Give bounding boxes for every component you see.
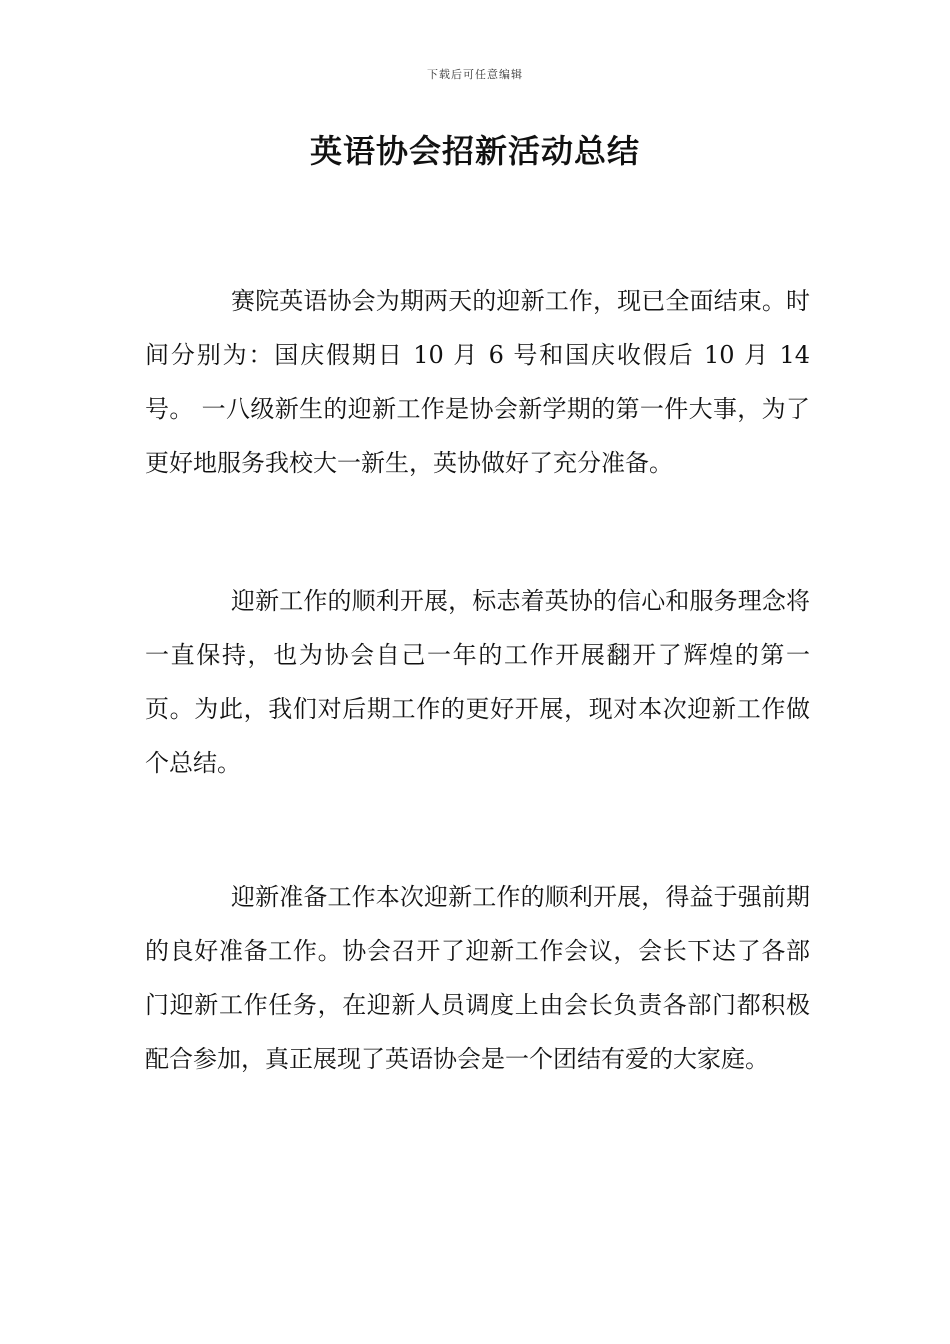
paragraph-3: 迎新准备工作本次迎新工作的顺利开展，得益于强前期的良好准备工作。协会召开了迎新工作会议，会长下达了各部门迎新工作任务，在迎新人员调度上由会长负责各部门都积极配合参加，真正展现了英语协会是一个团结有爱的大家庭。: [145, 883, 810, 1073]
paragraph-2: 迎新工作的顺利开展，标志着英协的信心和服务理念将一直保持，也为协会自己一年的工作开展翻开了辉煌的第一页。为此，我们对后期工作的更好开展，现对本次迎新工作做个总结。: [145, 587, 810, 777]
paragraph-1: 赛院英语协会为期两天的迎新工作，现已全面结束。时间分别为：国庆假期日 10 月 6 号和国庆收假后 10 月 14 号。 一八级新生的迎新工作是协会新学期的第一件大事，为了更好地服务我校大一新生，英协做好了充分准备。: [145, 287, 810, 477]
document-title: 英语协会招新活动总结: [309, 132, 640, 170]
header-note: 下载后可任意编辑: [427, 68, 523, 81]
